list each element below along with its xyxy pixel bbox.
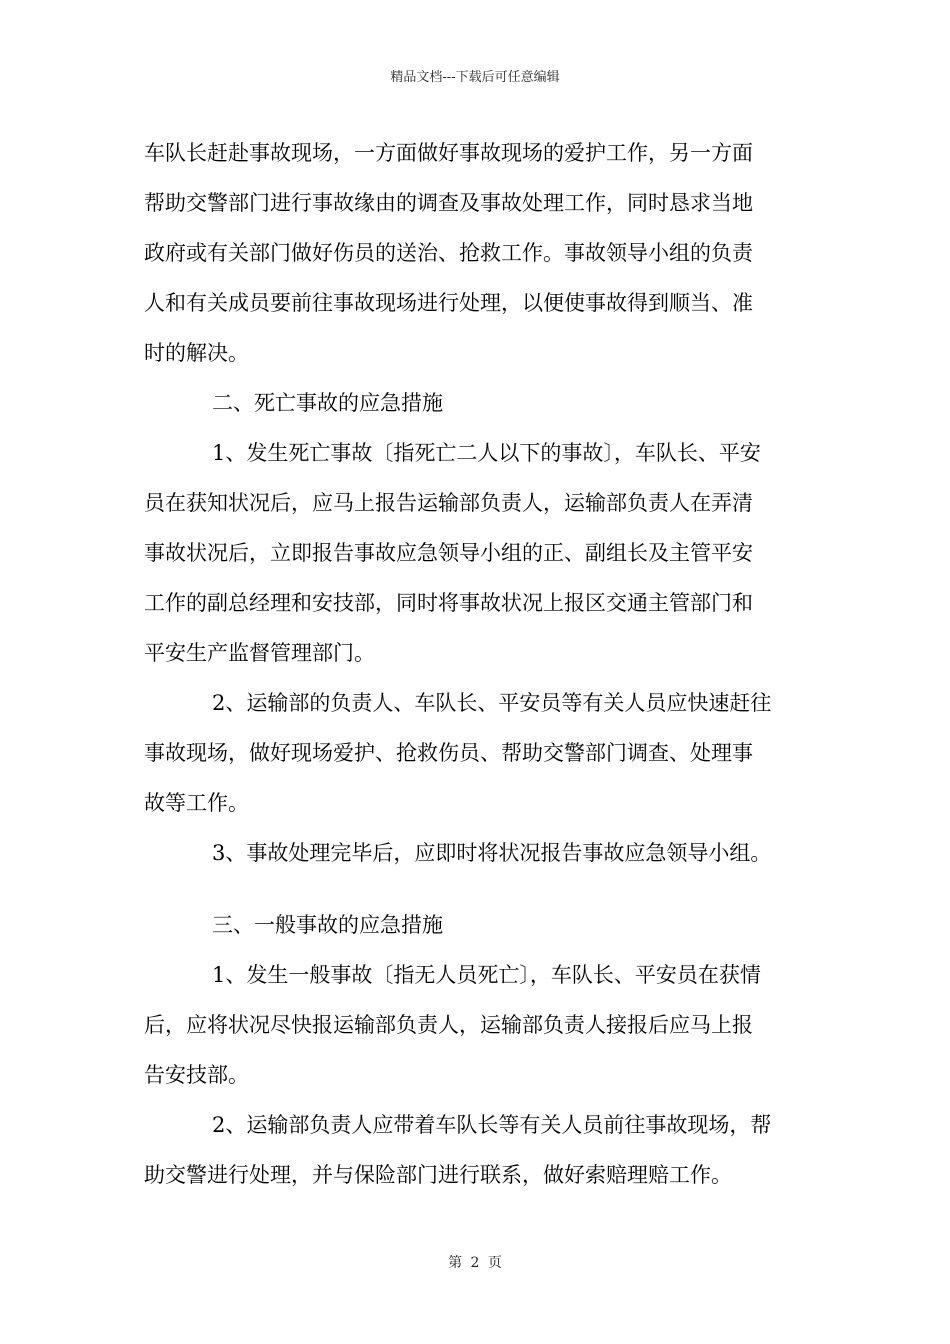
page-number: 2 [470,1255,480,1271]
text-line: 二、死亡事故的应急措施 [212,391,443,415]
text-line: 后，应将状况尽快报运输部负责人，运输部负责人接报后应马上报 [144,1013,753,1037]
text-line: 时的解决。 [144,341,249,365]
text-line: 车队长赶赴事故现场，一方面做好事故现场的爱护工作，另一方面 [144,141,753,165]
text-line: 告安技部。 [144,1063,249,1087]
document-body [144,128,809,1200]
text-line: 2、运输部负责人应带着车队长等有关人员前往事故现场，帮 [212,1113,772,1137]
text-line: 1、发生死亡事故〔指死亡二人以下的事故〕，车队长、平安 [212,441,761,465]
text-line [144,878,809,900]
page-footer [0,1252,950,1272]
text-line: 事故现场，做好现场爱护、抢救伤员、帮助交警部门调查、处理事 [144,741,753,765]
text-line: 2、运输部的负责人、车队长、平安员等有关人员应快速赶往 [212,691,772,715]
text-line: 故等工作。 [144,791,249,815]
footer-prefix: 第 [448,1255,463,1271]
text-line: 员在获知状况后，应马上报告运输部负责人，运输部负责人在弄清 [144,491,753,515]
text-line: 3、事故处理完毕后，应即时将状况报告事故应急领导小组。 [212,841,772,865]
text-line: 1、发生一般事故〔指无人员死亡〕，车队长、平安员在获情 [212,963,761,987]
footer-suffix: 页 [487,1255,502,1271]
text-line: 人和有关成员要前往事故现场进行处理，以便使事故得到顺当、准 [144,291,753,315]
text-line: 助交警进行处理，并与保险部门进行联系，做好索赔理赔工作。 [144,1163,732,1187]
text-line: 政府或有关部门做好伤员的送治、抢救工作。事故领导小组的负责 [144,241,753,265]
text-line: 三、一般事故的应急措施 [212,913,443,937]
text-line: 帮助交警部门进行事故缘由的调查及事故处理工作，同时恳求当地 [144,191,753,215]
page-header: 精品文档---下载后可任意编辑 [390,70,560,85]
text-line: 事故状况后，立即报告事故应急领导小组的正、副组长及主管平安 [144,541,753,565]
text-line: 平安生产监督管理部门。 [144,641,375,665]
text-line: 工作的副总经理和安技部，同时将事故状况上报区交通主管部门和 [144,591,753,615]
